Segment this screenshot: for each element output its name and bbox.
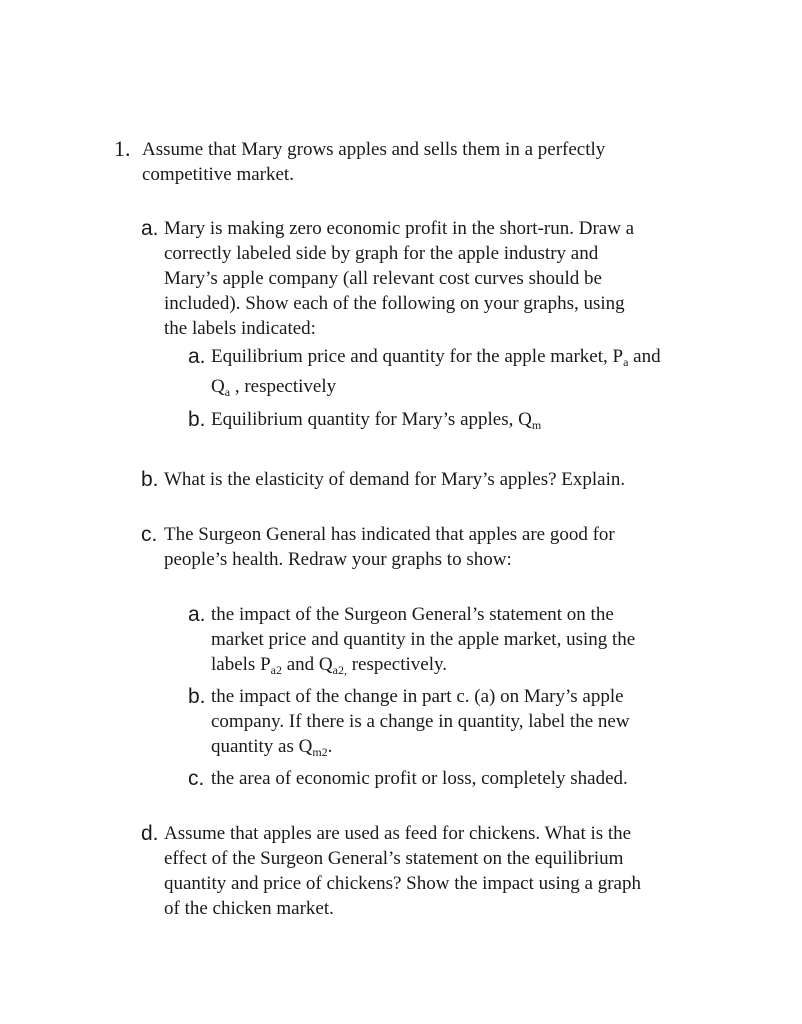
part-a-line-4: included). Show each of the following on your graphs, using bbox=[164, 293, 625, 314]
part-a-line-5: the labels indicated: bbox=[164, 318, 316, 339]
part-c-sub-a-line-2: market price and quantity in the apple market, using the bbox=[211, 629, 636, 650]
part-a-line-3: Mary’s apple company (all relevant cost curves should be bbox=[164, 268, 602, 289]
part-a-sub-b-text: Equilibrium quantity for Mary’s apples, Q bbox=[211, 409, 532, 430]
subscript-a: a bbox=[623, 355, 629, 369]
subscript-a2-comma: a2, bbox=[332, 663, 347, 677]
part-c-sub-a-line-3-p3: respectively. bbox=[346, 654, 448, 675]
part-c-line-2: people’s health. Redraw your graphs to show: bbox=[164, 549, 512, 570]
part-c-sub-a-line-3-p2: and Q bbox=[281, 654, 333, 675]
subscript-a2: a2 bbox=[270, 663, 282, 677]
part-d-marker: d. bbox=[141, 822, 159, 845]
part-a-sub-b-line bbox=[211, 409, 542, 432]
part-c-sub-b-line-3 bbox=[211, 736, 333, 759]
part-a-sub-a-line-1-after: and bbox=[628, 346, 661, 367]
part-b-line: What is the elasticity of demand for Mary’s apples? Explain. bbox=[164, 469, 626, 490]
part-c-sub-b-marker: b. bbox=[188, 685, 206, 708]
subscript-a: a bbox=[224, 385, 231, 399]
part-c-line-1: The Surgeon General has indicated that apples are good for bbox=[164, 524, 615, 545]
part-c-sub-b-line-3-text: quantity as Q bbox=[211, 736, 313, 757]
part-a-line-1: Mary is making zero economic profit in the short-run. Draw a bbox=[164, 218, 635, 239]
part-a-sub-a-line-1 bbox=[211, 346, 661, 369]
part-a-sub-a-marker: a. bbox=[188, 345, 206, 368]
part-c-sub-b-line-2: company. If there is a change in quantity, label the new bbox=[211, 711, 630, 732]
part-c-sub-c-marker: c. bbox=[188, 767, 205, 790]
part-c-sub-a-marker: a. bbox=[188, 603, 206, 626]
part-d-line-1: Assume that apples are used as feed for chickens. What is the bbox=[164, 823, 632, 844]
part-c-sub-b-line-3-after: . bbox=[327, 736, 333, 757]
part-d-line-4: of the chicken market. bbox=[164, 898, 334, 919]
part-a-sub-a-line-2-text: Q bbox=[211, 376, 225, 397]
part-c-sub-a-line-3 bbox=[211, 654, 448, 677]
part-c-sub-a-line-1: the impact of the Surgeon General’s statement on the bbox=[211, 604, 614, 625]
question-line-1: Assume that Mary grows apples and sells them in a perfectly bbox=[142, 139, 606, 160]
part-c-marker: c. bbox=[141, 523, 158, 546]
part-d-line-2: effect of the Surgeon General’s statement on the equilibrium bbox=[164, 848, 624, 869]
question-number: 1. bbox=[114, 136, 131, 161]
part-d-line-3: quantity and price of chickens? Show the impact using a graph bbox=[164, 873, 641, 894]
subscript-m: m bbox=[531, 418, 542, 432]
part-c-sub-c-line: the area of economic profit or loss, completely shaded. bbox=[211, 768, 628, 789]
question-line-2: competitive market. bbox=[142, 164, 294, 185]
part-a-sub-b-marker: b. bbox=[188, 408, 206, 431]
part-a-line-2: correctly labeled side by graph for the apple industry and bbox=[164, 243, 599, 264]
part-a-sub-a-line-1-text: Equilibrium price and quantity for the apple market, P bbox=[211, 346, 624, 367]
part-a-marker: a. bbox=[141, 217, 159, 240]
part-c-sub-a-line-3-p1: labels P bbox=[211, 654, 271, 675]
part-c-sub-b-line-1: the impact of the change in part c. (a) on Mary’s apple bbox=[211, 686, 624, 707]
part-a-sub-a-line-2 bbox=[211, 376, 337, 399]
part-a-sub-a-line-2-after: , respectively bbox=[230, 376, 337, 397]
part-b-marker: b. bbox=[141, 468, 159, 491]
subscript-m2: m2 bbox=[312, 745, 328, 759]
